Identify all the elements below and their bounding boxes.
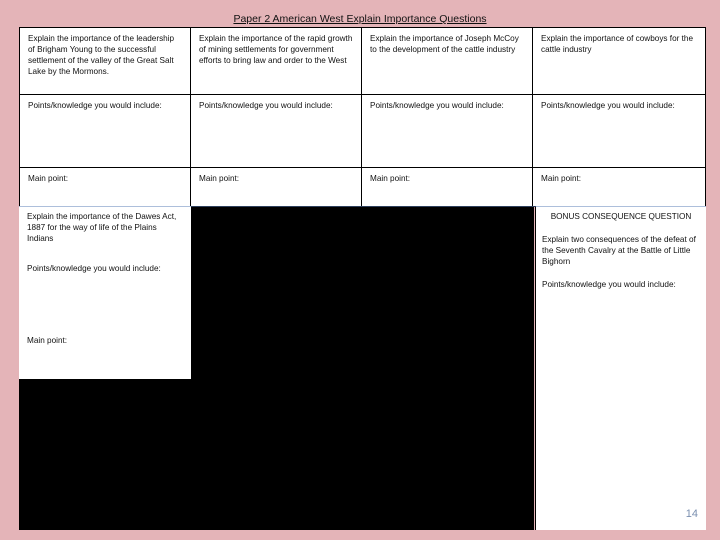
bonus-question-cell[interactable] [535,206,706,530]
points-label: Points/knowledge you would include: [370,101,504,110]
main-point-label: Main point: [370,174,411,183]
page-number: 14 [685,508,698,520]
question-cell-mining-settlements[interactable] [190,27,362,95]
points-label: Points/knowledge you would include: [542,280,676,289]
question-text: Explain the importance of cowboys for the cattle industry [541,34,694,54]
points-cell-joseph-mccoy[interactable] [361,94,533,168]
points-cell-brigham-young[interactable] [19,94,191,168]
question-cell-joseph-mccoy[interactable] [361,27,533,95]
question-cell-dawes-act[interactable] [19,206,191,379]
bonus-title: BONUS CONSEQUENCE QUESTION [550,212,692,221]
main-point-cell-joseph-mccoy[interactable] [361,167,533,207]
question-text: Explain the importance of Joseph McCoy to the development of the cattle industry [370,34,519,54]
main-point-label: Main point: [541,174,582,183]
divider-line [19,206,706,207]
main-point-cell-mining-settlements[interactable] [190,167,362,207]
points-label: Points/knowledge you would include: [199,101,333,110]
question-text: Explain the importance of the rapid growth of mining settlements for government efforts to bring law and order to the West [199,34,353,65]
points-cell-cowboys[interactable] [532,94,706,168]
main-point-label: Main point: [28,174,69,183]
main-point-label: Main point: [27,336,68,345]
page-title: Paper 2 American West Explain Importance Questions [233,13,487,25]
main-point-cell-brigham-young[interactable] [19,167,191,207]
points-label: Points/knowledge you would include: [27,264,161,273]
main-point-cell-cowboys[interactable] [532,167,706,207]
question-cell-brigham-young[interactable] [19,27,191,95]
question-cell-cowboys[interactable] [532,27,706,95]
points-label: Points/knowledge you would include: [28,101,162,110]
points-label: Points/knowledge you would include: [541,101,675,110]
main-point-label: Main point: [199,174,240,183]
question-text: Explain the importance of the leadership of Brigham Young to the successful settlement of the valley of the Great Salt Lake by the Mormons. [28,34,175,76]
question-text: Explain the importance of the Dawes Act, 1887 for the way of life of the Plains Indians [27,212,177,243]
question-text: Explain two consequences of the defeat of the Seventh Cavalry at the Battle of Little Bighorn [542,235,696,266]
points-cell-mining-settlements[interactable] [190,94,362,168]
